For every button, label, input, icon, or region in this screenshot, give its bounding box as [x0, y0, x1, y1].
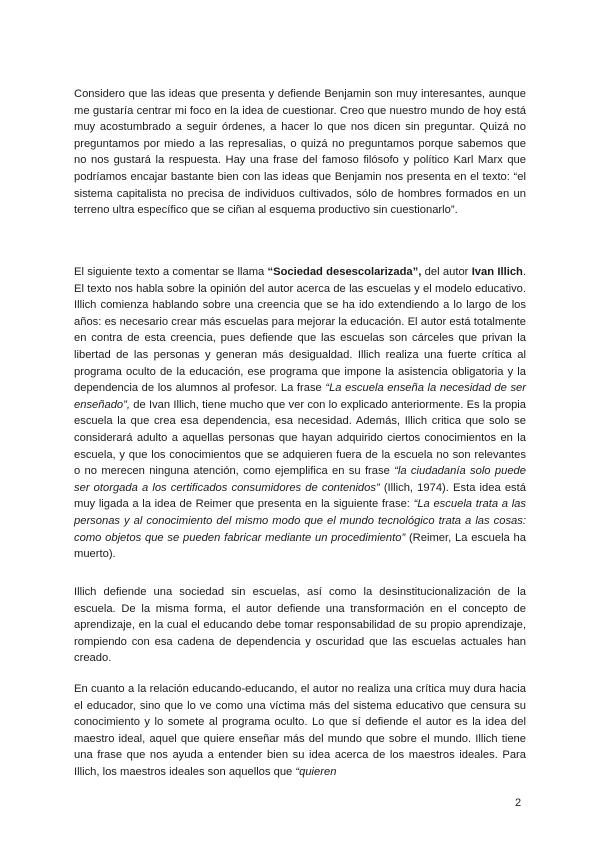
author-name: Ivan Illich: [471, 266, 523, 278]
quote-reimer: “La escuela trata a las personas y al conocimiento del mismo modo que el mundo tecnológico trata a las cosas: como objetos que se pueden fabricar mediante un procedimiento”: [74, 498, 526, 544]
del-autor-text: del autor: [421, 266, 472, 278]
educator-body-text: En cuanto a la relación educando-educando, el autor no realiza una crítica muy dura hacia el educador, sino que lo ve como una víctima más del sistema educativo que censura su conocimiento y lo somete al programa oculto. Lo que sí defiende el autor es la idea del maestro ideal, aquel que quiere enseñar más del mundo que sobre el mundo. Illich tiene una frase que nos ayuda a entender bien su idea acerca de los maestros ideales. Para Illich, los maestros ideales son aquellos que: [74, 683, 526, 778]
body-text-4: (Reimer, La escuela ha muerto).: [74, 531, 526, 561]
body-text-1: . El texto nos habla sobre la opinión del autor acerca de las escuelas y el modelo educativo. Illich comienza hablando sobre una creencia que se ha ido extendiendo a lo largo de los años: es necesario crear más escuelas para mejorar la educación. El autor está totalmente en contra de esta creencia, pues defiende que las escuelas son cárceles que privan la libertad de las personas y generan más desigualdad. Illich realiza una fuerte crítica al programa oculto de la educación, ese programa que impone la asistencia obligatoria y la dependencia de los alumnos al profesor. La frase: [74, 266, 526, 395]
body-text-3: (Illich, 1974). Esta idea está muy ligada a la idea de Reimer que presenta en la siguiente frase:: [74, 481, 526, 511]
book-title: “Sociedad desescolarizada”,: [267, 266, 422, 278]
quote-illich-2: “la ciudadanía solo puede ser otorgada a los certificados consumidores de contenidos”: [74, 465, 526, 494]
paragraph-illich-summary: [74, 264, 526, 563]
quote-illich-1: “La escuela enseña la necesidad de ser enseñado”,: [74, 382, 527, 411]
paragraph-educator: [74, 681, 526, 781]
body-text-2: de Ivan Illich, tiene mucho que ver con lo explicado anteriormente. Es la propia escuela la que crea esa dependencia, esa necesidad. Además, Illich critica que solo se considerará adulto a aquellas personas que hayan adquirido ciertos conocimientos en la escuela, y que los conocimientos que se adquieren fuera de la escuela no son relevantes o no merecen ninguna atención, como ejemplifica en su frase: [74, 398, 526, 478]
intro-text: El siguiente texto a comentar se llama: [74, 266, 268, 278]
quote-fragment: “quieren: [295, 765, 337, 778]
paragraph-marx-quote: Considero que las ideas que presenta y defiende Benjamin son muy interesantes, aunque me gustaría centrar mi foco en la idea de cuestionar. Creo que nuestro mundo de hoy está muy acostumbrado a seguir órdenes, a hacer lo que nos dicen sin preguntar. Quizá no preguntamos por miedo a las represalias, o quizá no preguntamos porque sabemos que no nos gustará la respuesta. Hay una frase del famoso filósofo y político Karl Marx que podríamos encajar bastante bien con las ideas que Benjamin nos presenta en el texto: “el sistema capitalista no precisa de individuos cultivados, sólo de hombres formados en un terreno ultra específico que se ciñan al esquema productivo sin cuestionarlo”.: [74, 88, 526, 217]
page-number: 2: [515, 797, 522, 809]
paragraph-deschooling: Illich defiende una sociedad sin escuelas, así como la desinstitucionalización de la escuela. De la misma forma, el autor defiende una transformación en el concepto de aprendizaje, en la cual el educando debe tomar responsabilidad de su propio aprendizaje, rompiendo con esa cadena de dependencia y oscuridad que las escuelas actuales han creado.: [74, 586, 526, 665]
